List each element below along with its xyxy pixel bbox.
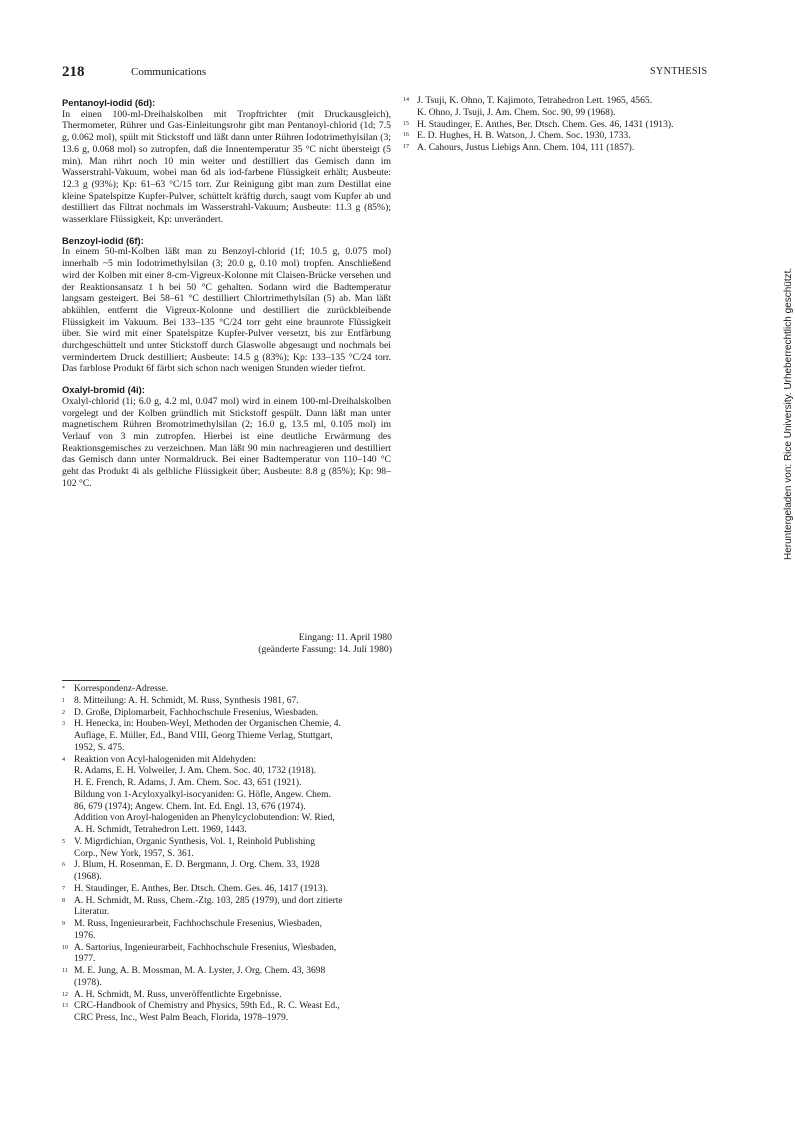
- footnote-line: Addition von Aroyl-halogeniden an Phenylcyclobutendion: W. Ried,: [74, 813, 335, 824]
- footnote-number: 7: [62, 885, 65, 892]
- journal-section: Communications: [131, 66, 207, 78]
- footnote-line: A. H. Schmidt, M. Russ, unveröffentlichte Ergebnisse.: [74, 989, 282, 1000]
- footnote-item: [62, 919, 394, 943]
- section-body: Oxalyl-chlorid (1i; 6.0 g, 4.2 ml, 0.047 mol) wird in einem 100-ml-Dreihalskolben vorgelegt und der Kolben gründlich mit Stickstoff gespült. Dann läßt man unter magnetischem Rühren Bromotrimethylsilan (2; 16.0 g, 13.5 ml, 0.105 mol) im Verlauf von 3 min zutropfen. Hierbei ist eine deutliche Erwärmung des Reaktionsgemisches zu verzeichnen. Man läßt 90 min nachreagieren und destilliert das Gemisch dann unter Normaldruck. Bei einer Badtemperatur von 110–140 °C geht das Produkt 4i als gelbliche Flüssigkeit über; Ausbeute: 8.8 g (85%); Kp: 98–102 °C.: [62, 395, 391, 489]
- download-notice: Heruntergeladen von: Rice University. Urheberrechtlich geschützt.: [783, 267, 794, 560]
- footnote-number: 10: [62, 944, 68, 951]
- received-dates: [232, 632, 392, 655]
- journal-name: SYNTHESIS: [650, 66, 708, 77]
- left-column: [62, 97, 391, 499]
- footnote-line: E. D. Hughes, H. B. Watson, J. Chem. Soc. 1930, 1733.: [417, 130, 631, 142]
- footnote-item: [62, 1001, 394, 1025]
- footnote-item: [403, 119, 733, 131]
- footnote-item: [403, 130, 733, 142]
- footnote-text: [417, 142, 733, 154]
- page-number: 218: [62, 64, 85, 80]
- footnote-number: 16: [403, 132, 409, 139]
- footnote-line: A. Cahours, Justus Liebigs Ann. Chem. 104, 111 (1857).: [417, 142, 635, 153]
- footnote-number: 12: [62, 991, 68, 998]
- footnote-number: 6: [62, 862, 65, 869]
- footnote-line: (1978).: [74, 977, 102, 988]
- footnote-line: J. Tsuji, K. Ohno, T. Kajimoto, Tetrahedron Lett. 1965, 4565.: [417, 95, 653, 106]
- footnote-text: [74, 696, 394, 708]
- footnote-item: [62, 755, 394, 837]
- footnote-line: R. Adams, E. H. Volweiler, J. Am. Chem. Soc. 40, 1732 (1918).: [74, 766, 317, 777]
- footnote-line: H. Staudinger, E. Anthes, Ber. Dtsch. Chem. Ges. 46, 1431 (1913).: [417, 118, 674, 130]
- footnote-line: J. Blum, H. Rosenman, E. D. Bergmann, J. Org. Chem. 33, 1928: [74, 860, 320, 871]
- footnote-line: H. E. French, R. Adams, J. Am. Chem. Soc. 43, 651 (1921).: [74, 778, 302, 788]
- footnote-line: Literatur.: [74, 907, 110, 918]
- received-date: Eingang: 11. April 1980: [298, 632, 392, 643]
- footnote-line: Bildung von 1-Acyloxyalkyl-isocyaniden: G. Höfle, Angew. Chem.: [74, 789, 331, 800]
- footnote-number: 8: [62, 897, 65, 904]
- footnote-text: [417, 95, 733, 119]
- section-body: In einem 50-ml-Kolben läßt man zu Benzoyl-chlorid (1f; 10.5 g, 0.075 mol) innerhalb ~5 min Iodotrimethylsilan (3; 20.0 g, 0.10 mol) tropfen. Anschließend wird der Kolben mit einer 8-cm-Vigreux-Kolonne mit Claisen-Brücke versehen und der Reaktionsansatz 1 h bei 50 °C gehalten. Sodann wird die Badtemperatur langsam gesteigert. Bei 58–61 °C destilliert Chlortrimethylsilan (5) ab. Man läßt abkühlen, entfernt die Vigreux-Kolonne und destilliert die zurückbleibende Flüssigkeit im Vakuum. Bei 133–135 °C/24 torr geht eine braunrote Flüssigkeit über. Sie wird mit einer Spatelspitze Kupfer-Pulver versetzt, bis zur Entfärbung durchgeschüttelt und unter Stickstoff durch Glaswolle abgesaugt und nochmals bei vermindertem Druck destilliert; Ausbeute: 14.5 g (83%); Kp: 133–135 °C/24 torr. Das farblose Produkt 6f färbt sich schon nach wenigen Stunden wieder tiefrot.: [62, 246, 391, 375]
- footnote-text: [74, 684, 394, 696]
- footnote-line: A. H. Schmidt, Tetrahedron Lett. 1969, 1443.: [74, 825, 247, 835]
- footnote-line: CRC Press, Inc., West Palm Beach, Florida, 1978–1979.: [74, 1013, 289, 1023]
- footnote-item: [62, 837, 394, 861]
- footnote-line: K. Ohno, J. Tsuji, J. Am. Chem. Soc. 90, 99 (1968).: [417, 106, 616, 118]
- footnote-number: 3: [62, 721, 65, 728]
- footnote-text: [74, 755, 394, 837]
- section-benzoyl-iodid: [62, 235, 391, 375]
- footnote-number: 15: [403, 120, 409, 127]
- footnote-text: [74, 719, 394, 754]
- footnote-line: 86, 679 (1974); Angew. Chem. Int. Ed. Engl. 13, 676 (1974).: [74, 801, 306, 812]
- footnote-text: [74, 860, 394, 884]
- footnote-line: A. H. Schmidt, M. Russ, Chem.-Ztg. 103, 285 (1979), und dort zitierte: [74, 895, 343, 906]
- footnote-text: [74, 919, 394, 943]
- footnote-line: 8. Mitteilung: A. H. Schmidt, M. Russ, Synthesis 1981, 67.: [74, 695, 299, 706]
- footnote-item: [403, 142, 733, 154]
- footnote-text: [417, 119, 733, 131]
- footnotes: [62, 684, 394, 1025]
- section-pentanoyl-iodid: [62, 97, 391, 226]
- footnote-number: 17: [403, 144, 409, 150]
- footnote-line: D. Große, Diplomarbeit, Fachhochschule Fresenius, Wiesbaden.: [74, 707, 319, 718]
- footnote-number: 11: [62, 968, 68, 974]
- footnote-line: V. Migrdichian, Organic Synthesis, Vol. 1, Reinhold Publishing: [74, 836, 316, 847]
- footnote-line: (1968).: [74, 872, 102, 882]
- footnote-line: H. Henecka, in: Houben-Weyl, Methoden der Organischen Chemie, 4.: [74, 719, 341, 730]
- footnote-line: 1952, S. 475.: [74, 742, 125, 753]
- footnote-text: [74, 708, 394, 720]
- footnote-item: [62, 860, 394, 884]
- footnote-text: [74, 966, 394, 990]
- footnote-rule: [62, 680, 120, 681]
- footnote-number: 9: [62, 921, 65, 927]
- section-title: Pentanoyl-iodid (6d):: [62, 97, 156, 108]
- footnote-item: [62, 990, 394, 1002]
- footnote-number: 4: [62, 756, 65, 763]
- revised-date: (geänderte Fassung: 14. Juli 1980): [258, 643, 392, 655]
- footnote-item: [62, 896, 394, 920]
- footnote-text: [74, 837, 394, 861]
- footnote-text: [74, 884, 394, 896]
- footnote-item: [62, 708, 394, 720]
- footnote-number: 14: [403, 97, 409, 103]
- footnote-line: M. E. Jung, A. B. Mossman, M. A. Lyster, J. Org. Chem. 43, 3698: [74, 966, 326, 976]
- footnote-item: [62, 696, 394, 708]
- footnote-line: 1977.: [74, 954, 96, 965]
- footnote-line: 1976.: [74, 930, 96, 941]
- footnote-text: [74, 943, 394, 967]
- right-references: [403, 95, 733, 154]
- section-oxalyl-bromid: [62, 384, 391, 489]
- footnote-line: Auflage, E. Müller, Ed., Band VIII, Georg Thieme Verlag, Stuttgart,: [74, 731, 333, 741]
- footnote-text: [74, 990, 394, 1002]
- footnote-item: [62, 943, 394, 967]
- footnote-item: [62, 684, 394, 696]
- section-body: In einen 100-ml-Dreihalskolben mit Tropftrichter (mit Druckausgleich), Thermometer, Rührer und Gas-Einleitungsrohr gibt man Pentanoyl-chlorid (1d; 7.5 g, 0.062 mol), spült mit Stickstoff und läßt dann unter Rühren Iodotrimethylsilan (3; 13.6 g, 0.068 mol) so zutropfen, daß die Innentemperatur 35 °C nicht übersteigt (5 min). Man rührt noch 10 min weiter und destilliert das Gemisch dann im Wasserstrahl-Vakuum, wobei man 6d als iod-farbene Flüssigkeit erhält; Ausbeute: 12.3 g (93%); Kp: 61–63 °C/15 torr. Zur Reinigung gibt man zum Destillat eine kleine Spatelspitze Kupfer-Pulver, schüttelt kräftig durch, saugt vom Kupfer ab und destilliert das Filtrat nochmals im Wasserstrahl-Vakuum; Ausbeute: 11.3 g (85%); wasserklare Flüssigkeit, Kp: unverändert.: [62, 108, 391, 226]
- footnote-line: H. Staudinger, E. Anthes, Ber. Dtsch. Chem. Ges. 46, 1417 (1913).: [74, 883, 328, 894]
- footnote-item: [62, 884, 394, 896]
- section-title: Oxalyl-bromid (4i):: [62, 384, 145, 396]
- footnote-text: [74, 1001, 394, 1025]
- footnote-item: [62, 966, 394, 990]
- footnote-line: Corp., New York, 1957, S. 361.: [74, 848, 194, 859]
- footnote-number: 13: [62, 1003, 68, 1010]
- footnote-line: CRC-Handbook of Chemistry and Physics, 59th Ed., R. C. Weast Ed.,: [74, 1001, 340, 1012]
- footnote-number: 5: [62, 838, 65, 845]
- footnote-line: M. Russ, Ingenieurarbeit, Fachhochschule Fresenius, Wiesbaden,: [74, 919, 322, 929]
- footnote-number: *: [62, 686, 65, 692]
- footnote-line: Korrespondenz-Adresse.: [74, 684, 169, 694]
- footnote-item: [62, 719, 394, 754]
- footnote-text: [74, 896, 394, 920]
- footnote-line: Reaktion von Acyl-halogeniden mit Aldehyden:: [74, 754, 257, 765]
- footnote-item: [403, 95, 733, 119]
- section-title: Benzoyl-iodid (6f):: [62, 234, 144, 246]
- footnote-line: A. Sartorius, Ingenieurarbeit, Fachhochschule Fresenius, Wiesbaden,: [74, 942, 337, 953]
- footnote-number: 2: [62, 709, 65, 716]
- footnote-text: [417, 130, 733, 142]
- footnote-number: 1: [62, 697, 65, 704]
